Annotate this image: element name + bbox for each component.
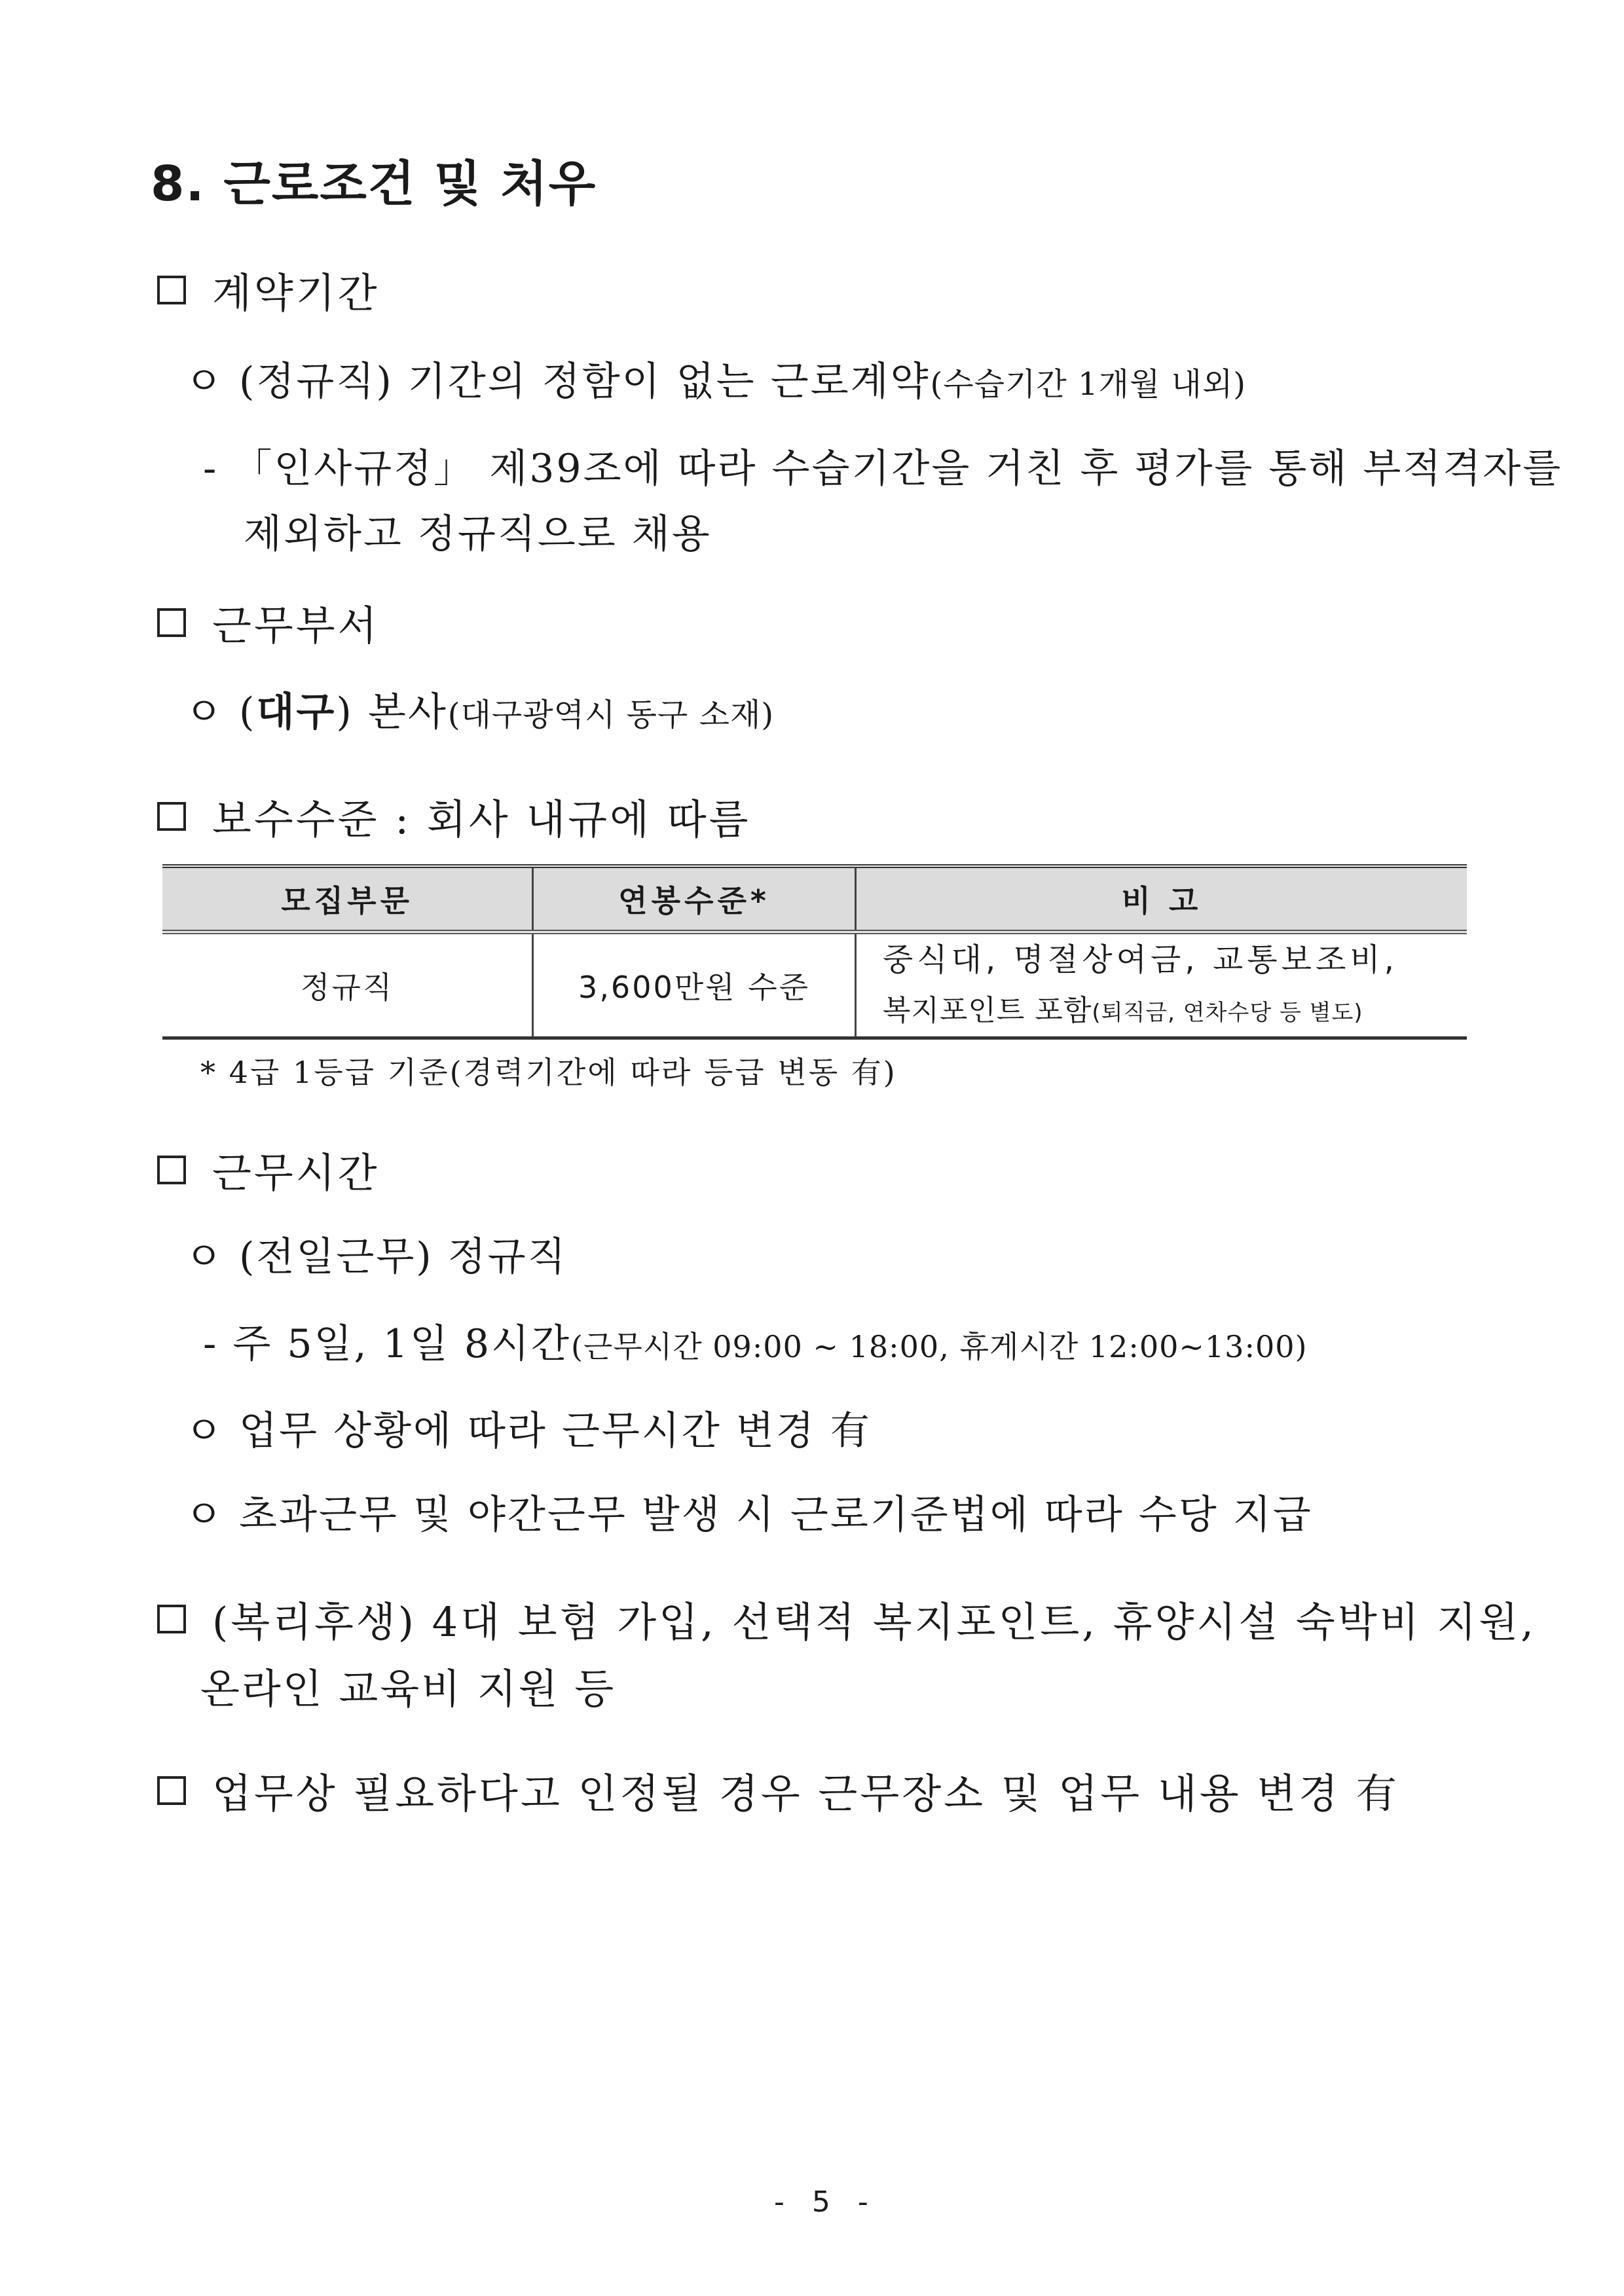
department-bullet-prefix: ㅇ ( <box>185 689 257 735</box>
salary-table <box>162 864 1467 1040</box>
department-bullet <box>185 681 774 737</box>
department-bullet-note: (대구광역시 동구 소재) <box>447 697 775 733</box>
checkbox-square-icon <box>157 1156 186 1184</box>
salary-header-text: 보수수준 : 회사 내규에 따름 <box>212 795 751 843</box>
salary-section-header <box>157 787 751 845</box>
table-row <box>162 932 1467 1038</box>
checkbox-square-icon <box>157 1605 186 1633</box>
hours-dash-line <box>203 1313 1307 1369</box>
header-category: 모집부문 <box>162 866 533 932</box>
department-bullet-bold: 대구 <box>256 689 337 735</box>
hours-header-text: 근무시간 <box>212 1149 380 1197</box>
welfare-section <box>157 1590 1536 1648</box>
contract-dash-line-1: - 「인사규정」 제39조에 따라 수습기간을 거친 후 평가를 통해 부적격자를 <box>203 446 1563 492</box>
cell-amount: 3,600만원 수준 <box>533 932 856 1038</box>
checkbox-square-icon <box>157 802 186 831</box>
department-section-header <box>157 593 380 651</box>
checkbox-square-icon <box>157 1776 186 1805</box>
contract-header-text: 계약기간 <box>212 269 380 317</box>
change-notice-text: 업무상 필요하다고 인정될 경우 근무장소 및 업무 내용 변경 有 <box>212 1770 1399 1817</box>
checkbox-square-icon <box>157 276 186 304</box>
checkbox-square-icon <box>157 608 186 637</box>
remarks-line-1: 중식대, 명절상여금, 교통보조비, <box>882 941 1398 978</box>
salary-table-header-row <box>162 866 1467 932</box>
department-header-text: 근무부서 <box>212 602 380 649</box>
salary-footnote: * 4급 1등급 기준(경력기간에 따라 등급 변동 有) <box>200 1055 897 1090</box>
cell-category: 정규직 <box>301 970 394 1005</box>
welfare-line-1: (복리후생) 4대 보험 가입, 선택적 복지포인트, 휴양시설 숙박비 지원, <box>212 1598 1536 1646</box>
remarks-line-2-sub: (퇴직금, 연차수당 등 별도) <box>1092 1000 1363 1026</box>
remarks-line-2-main: 복지포인트 포함 <box>882 994 1092 1027</box>
hours-bullet-2: ㅇ 업무 상황에 따라 근무시간 변경 有 <box>185 1408 872 1454</box>
cell-remarks <box>855 932 1467 1038</box>
department-bullet-main: ) 본사 <box>336 689 448 735</box>
contract-bullet <box>185 350 1246 407</box>
hours-bullet-1: ㅇ (전일근무) 정규직 <box>185 1234 568 1280</box>
change-notice-section <box>157 1761 1399 1819</box>
remarks-line-2 <box>857 985 1467 1036</box>
contract-section-header <box>157 261 380 319</box>
hours-dash-note: (근무시간 09:00 ~ 18:00, 휴게시간 12:00~13:00) <box>570 1329 1308 1364</box>
hours-section-header <box>157 1140 380 1199</box>
header-remarks: 비 고 <box>855 866 1467 932</box>
contract-dash-line-2: 제외하고 정규직으로 채용 <box>244 511 712 557</box>
contract-bullet-note: (수습기간 1개월 내외) <box>930 366 1246 403</box>
contract-bullet-text: ㅇ (정규직) 기간의 정함이 없는 근로계약 <box>185 359 931 405</box>
header-salary: 연봉수준* <box>533 866 856 932</box>
section-heading: 8. 근로조건 및 처우 <box>151 156 597 212</box>
welfare-line-2: 온라인 교육비 지원 등 <box>200 1665 616 1713</box>
hours-dash-main: - 주 5일, 1일 8시간 <box>203 1321 571 1367</box>
hours-bullet-3: ㅇ 초과근무 및 야간근무 발생 시 근로기준법에 따라 수당 지급 <box>185 1492 1313 1538</box>
page-number: - 5 - <box>774 2185 877 2219</box>
